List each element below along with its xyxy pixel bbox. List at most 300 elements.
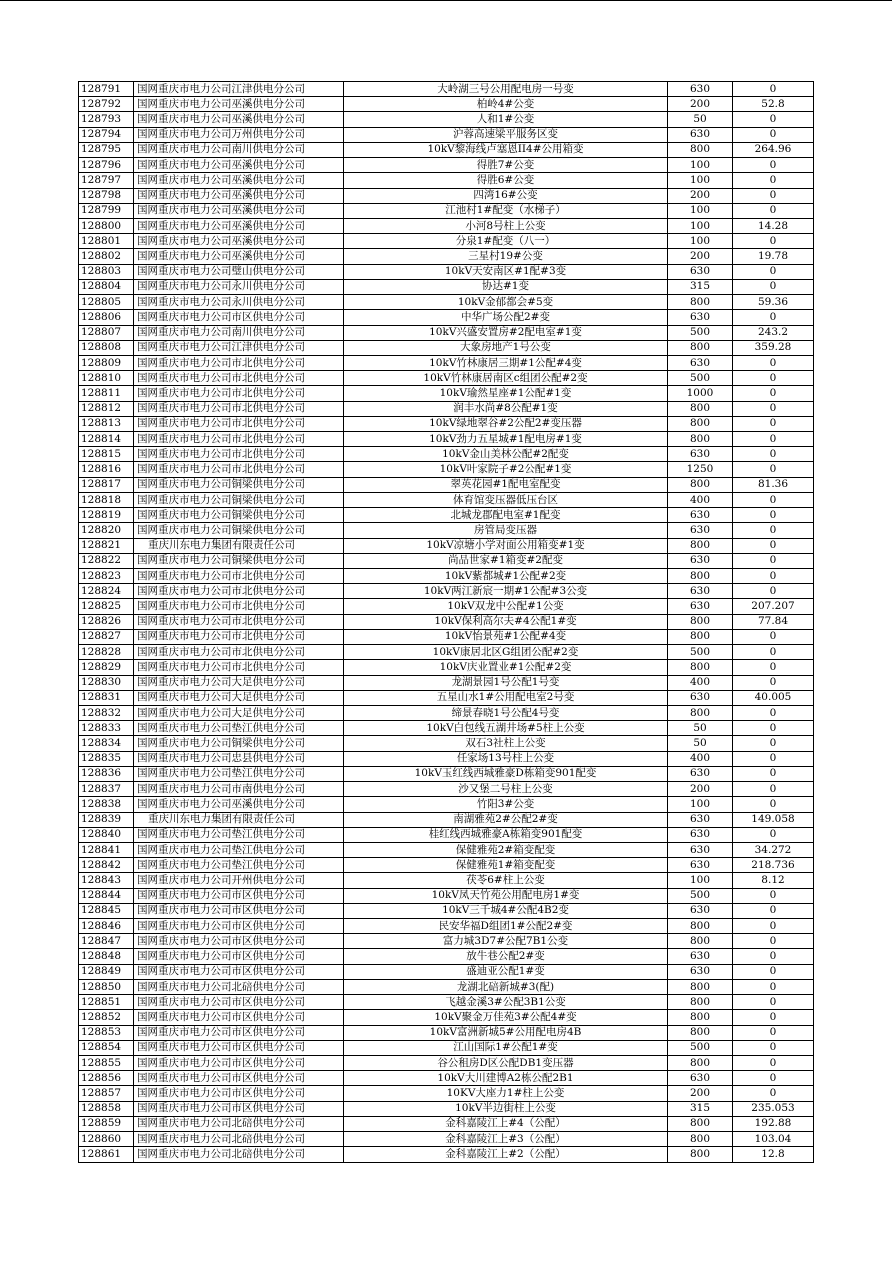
table-row	[79, 569, 814, 584]
row-id-cell: 128816	[79, 462, 134, 477]
company-cell: 国网重庆市电力公司永川供电分公司	[134, 295, 344, 310]
company-cell: 国网重庆市电力公司开州供电分公司	[134, 873, 344, 888]
row-id-cell: 128791	[79, 82, 134, 97]
value-cell: 0	[733, 188, 814, 203]
row-id-cell: 128820	[79, 523, 134, 538]
table-row	[79, 432, 814, 447]
table-row	[79, 842, 814, 857]
table-row	[79, 371, 814, 386]
capacity-cell: 800	[668, 1056, 733, 1071]
value-cell: 0	[733, 386, 814, 401]
transformer-name-cell: 谷公租房D区公配DB1变压器	[344, 1056, 668, 1071]
company-cell: 国网重庆市电力公司巫溪供电分公司	[134, 234, 344, 249]
row-id-cell: 128805	[79, 295, 134, 310]
value-cell: 0	[733, 979, 814, 994]
transformer-name-cell: 10kV金山美林公配#2配变	[344, 447, 668, 462]
value-cell: 19.78	[733, 249, 814, 264]
company-cell: 国网重庆市电力公司垫江供电分公司	[134, 827, 344, 842]
company-cell: 国网重庆市电力公司铜梁供电分公司	[134, 553, 344, 568]
value-cell: 149.058	[733, 812, 814, 827]
capacity-cell: 800	[668, 979, 733, 994]
table-row	[79, 234, 814, 249]
table-row	[79, 492, 814, 507]
row-id-cell: 128807	[79, 325, 134, 340]
company-cell: 国网重庆市电力公司市区供电分公司	[134, 1056, 344, 1071]
table-row	[79, 599, 814, 614]
capacity-cell: 800	[668, 1025, 733, 1040]
value-cell: 0	[733, 447, 814, 462]
table-row	[79, 903, 814, 918]
capacity-cell: 315	[668, 279, 733, 294]
transformer-name-cell: 10kV半边街柱上公变	[344, 1101, 668, 1116]
table-row	[79, 218, 814, 233]
company-cell: 国网重庆市电力公司江津供电分公司	[134, 82, 344, 97]
table-row	[79, 736, 814, 751]
row-id-cell: 128793	[79, 112, 134, 127]
company-cell: 国网重庆市电力公司南川供电分公司	[134, 142, 344, 157]
value-cell: 0	[733, 827, 814, 842]
company-cell: 国网重庆市电力公司永川供电分公司	[134, 279, 344, 294]
value-cell: 0	[733, 660, 814, 675]
transformer-name-cell: 任家场13号柱上公变	[344, 751, 668, 766]
value-cell: 0	[733, 371, 814, 386]
capacity-cell: 200	[668, 782, 733, 797]
company-cell: 国网重庆市电力公司巫溪供电分公司	[134, 218, 344, 233]
table-row	[79, 127, 814, 142]
company-cell: 国网重庆市电力公司市区供电分公司	[134, 1040, 344, 1055]
company-cell: 国网重庆市电力公司巫溪供电分公司	[134, 97, 344, 112]
page-top-border	[0, 0, 892, 1]
row-id-cell: 128856	[79, 1071, 134, 1086]
capacity-cell: 630	[668, 127, 733, 142]
capacity-cell: 630	[668, 827, 733, 842]
row-id-cell: 128829	[79, 660, 134, 675]
value-cell: 0	[733, 736, 814, 751]
row-id-cell: 128841	[79, 842, 134, 857]
value-cell: 77.84	[733, 614, 814, 629]
table-row	[79, 203, 814, 218]
transformer-name-cell: 得胜6#公变	[344, 173, 668, 188]
capacity-cell: 630	[668, 964, 733, 979]
row-id-cell: 128802	[79, 249, 134, 264]
row-id-cell: 128852	[79, 1010, 134, 1025]
value-cell: 0	[733, 1025, 814, 1040]
row-id-cell: 128815	[79, 447, 134, 462]
table-row	[79, 1086, 814, 1101]
value-cell: 52.8	[733, 97, 814, 112]
transformer-name-cell: 润丰水尚#8公配#1变	[344, 401, 668, 416]
value-cell: 243.2	[733, 325, 814, 340]
row-id-cell: 128818	[79, 492, 134, 507]
row-id-cell: 128828	[79, 645, 134, 660]
transformer-name-cell: 柏岭4#公变	[344, 97, 668, 112]
table-row	[79, 705, 814, 720]
capacity-cell: 100	[668, 203, 733, 218]
row-id-cell: 128860	[79, 1132, 134, 1147]
capacity-cell: 630	[668, 584, 733, 599]
transformer-name-cell: 10kV金郁都会#5变	[344, 295, 668, 310]
value-cell: 0	[733, 112, 814, 127]
table-row	[79, 523, 814, 538]
company-cell: 国网重庆市电力公司巫溪供电分公司	[134, 203, 344, 218]
company-cell: 国网重庆市电力公司巫溪供电分公司	[134, 173, 344, 188]
row-id-cell: 128830	[79, 675, 134, 690]
capacity-cell: 800	[668, 432, 733, 447]
company-cell: 国网重庆市电力公司北碚供电分公司	[134, 979, 344, 994]
transformer-name-cell: 保健雅苑2#箱变配变	[344, 842, 668, 857]
transformer-name-cell: 沪蓉高速梁平服务区变	[344, 127, 668, 142]
company-cell: 国网重庆市电力公司市区供电分公司	[134, 919, 344, 934]
row-id-cell: 128843	[79, 873, 134, 888]
row-id-cell: 128851	[79, 995, 134, 1010]
table-row	[79, 1010, 814, 1025]
transformer-name-cell: 五星山水1#公用配电室2号变	[344, 690, 668, 705]
company-cell: 国网重庆市电力公司市区供电分公司	[134, 1010, 344, 1025]
row-id-cell: 128831	[79, 690, 134, 705]
capacity-cell: 500	[668, 645, 733, 660]
table-row	[79, 538, 814, 553]
value-cell: 0	[733, 127, 814, 142]
value-cell: 207.207	[733, 599, 814, 614]
transformer-name-cell: 龙湖景园1号公配1号变	[344, 675, 668, 690]
transformer-name-cell: 10kV两江新宸一期#1公配#3公变	[344, 584, 668, 599]
row-id-cell: 128813	[79, 416, 134, 431]
capacity-cell: 500	[668, 888, 733, 903]
capacity-cell: 800	[668, 934, 733, 949]
capacity-cell: 630	[668, 812, 733, 827]
table-row	[79, 1025, 814, 1040]
value-cell: 0	[733, 766, 814, 781]
capacity-cell: 50	[668, 736, 733, 751]
company-cell: 国网重庆市电力公司市区供电分公司	[134, 1071, 344, 1086]
company-cell: 国网重庆市电力公司垫江供电分公司	[134, 842, 344, 857]
transformer-name-cell: 双石3社柱上公变	[344, 736, 668, 751]
company-cell: 国网重庆市电力公司垫江供电分公司	[134, 766, 344, 781]
capacity-cell: 100	[668, 873, 733, 888]
table-row	[79, 584, 814, 599]
transformer-name-cell: 人和1#公变	[344, 112, 668, 127]
capacity-cell: 800	[668, 569, 733, 584]
table-row	[79, 797, 814, 812]
table-row	[79, 447, 814, 462]
table-row	[79, 1056, 814, 1071]
row-id-cell: 128837	[79, 782, 134, 797]
table-row	[79, 979, 814, 994]
transformer-name-cell: 10kV瑜然星座#1公配#1变	[344, 386, 668, 401]
transformer-name-cell: 10kV玉红线西城雅豪D栋箱变901配变	[344, 766, 668, 781]
table-row	[79, 416, 814, 431]
table-row	[79, 675, 814, 690]
company-cell: 国网重庆市电力公司巫溪供电分公司	[134, 797, 344, 812]
company-cell: 国网重庆市电力公司大足供电分公司	[134, 690, 344, 705]
capacity-cell: 630	[668, 949, 733, 964]
table-row	[79, 919, 814, 934]
row-id-cell: 128850	[79, 979, 134, 994]
table-row	[79, 782, 814, 797]
company-cell: 国网重庆市电力公司垫江供电分公司	[134, 721, 344, 736]
transformer-name-cell: 富力城3D7#公配7B1公变	[344, 934, 668, 949]
table-row	[79, 310, 814, 325]
company-cell: 国网重庆市电力公司铜梁供电分公司	[134, 492, 344, 507]
capacity-cell: 100	[668, 158, 733, 173]
table-row	[79, 249, 814, 264]
table-row	[79, 462, 814, 477]
transformer-table	[78, 81, 814, 1163]
table-body	[79, 82, 814, 1163]
row-id-cell: 128811	[79, 386, 134, 401]
transformer-name-cell: 10kV凉塘小学对面公用箱变#1变	[344, 538, 668, 553]
table-row	[79, 553, 814, 568]
value-cell: 40.005	[733, 690, 814, 705]
transformer-name-cell: 10kV保利高尔夫#4公配1#变	[344, 614, 668, 629]
row-id-cell: 128835	[79, 751, 134, 766]
transformer-name-cell: 江山国际1#公配1#变	[344, 1040, 668, 1055]
value-cell: 0	[733, 645, 814, 660]
table-row	[79, 751, 814, 766]
company-cell: 国网重庆市电力公司市北供电分公司	[134, 584, 344, 599]
company-cell: 国网重庆市电力公司巫溪供电分公司	[134, 158, 344, 173]
value-cell: 0	[733, 310, 814, 325]
row-id-cell: 128848	[79, 949, 134, 964]
row-id-cell: 128810	[79, 371, 134, 386]
company-cell: 国网重庆市电力公司巫溪供电分公司	[134, 188, 344, 203]
value-cell: 0	[733, 416, 814, 431]
transformer-name-cell: 10kV竹林康居三期#1公配#4变	[344, 355, 668, 370]
table-row	[79, 1071, 814, 1086]
table-row	[79, 721, 814, 736]
transformer-name-cell: 10kV庆业置业#1公配#2变	[344, 660, 668, 675]
company-cell: 国网重庆市电力公司市北供电分公司	[134, 371, 344, 386]
value-cell: 0	[733, 629, 814, 644]
company-cell: 国网重庆市电力公司大足供电分公司	[134, 705, 344, 720]
capacity-cell: 800	[668, 995, 733, 1010]
capacity-cell: 400	[668, 751, 733, 766]
table-row	[79, 812, 814, 827]
capacity-cell: 630	[668, 310, 733, 325]
table-row	[79, 964, 814, 979]
value-cell: 59.36	[733, 295, 814, 310]
company-cell: 国网重庆市电力公司市区供电分公司	[134, 964, 344, 979]
capacity-cell: 630	[668, 766, 733, 781]
transformer-name-cell: 竹阳3#公变	[344, 797, 668, 812]
table-row	[79, 934, 814, 949]
row-id-cell: 128859	[79, 1116, 134, 1131]
capacity-cell: 100	[668, 218, 733, 233]
row-id-cell: 128838	[79, 797, 134, 812]
transformer-name-cell: 10kV怡景苑#1公配#4变	[344, 629, 668, 644]
table-row	[79, 477, 814, 492]
company-cell: 国网重庆市电力公司铜梁供电分公司	[134, 736, 344, 751]
company-cell: 国网重庆市电力公司市区供电分公司	[134, 934, 344, 949]
transformer-name-cell: 北城龙郡配电室#1配变	[344, 508, 668, 523]
value-cell: 0	[733, 569, 814, 584]
row-id-cell: 128822	[79, 553, 134, 568]
row-id-cell: 128823	[79, 569, 134, 584]
transformer-name-cell: 小河8号柱上公变	[344, 218, 668, 233]
capacity-cell: 630	[668, 858, 733, 873]
company-cell: 国网重庆市电力公司市北供电分公司	[134, 447, 344, 462]
row-id-cell: 128844	[79, 888, 134, 903]
transformer-name-cell: 大象房地产1号公变	[344, 340, 668, 355]
table-row	[79, 827, 814, 842]
row-id-cell: 128803	[79, 264, 134, 279]
company-cell: 国网重庆市电力公司市北供电分公司	[134, 614, 344, 629]
company-cell: 国网重庆市电力公司璧山供电分公司	[134, 264, 344, 279]
capacity-cell: 500	[668, 371, 733, 386]
table-row	[79, 1116, 814, 1131]
value-cell: 103.04	[733, 1132, 814, 1147]
table-row	[79, 995, 814, 1010]
company-cell: 国网重庆市电力公司垫江供电分公司	[134, 858, 344, 873]
row-id-cell: 128833	[79, 721, 134, 736]
transformer-name-cell: 三星村19#公变	[344, 249, 668, 264]
row-id-cell: 128836	[79, 766, 134, 781]
transformer-name-cell: 茯苓6#柱上公变	[344, 873, 668, 888]
value-cell: 0	[733, 158, 814, 173]
transformer-name-cell: 10kV劲力五星城#1配电房#1变	[344, 432, 668, 447]
company-cell: 国网重庆市电力公司市北供电分公司	[134, 629, 344, 644]
capacity-cell: 800	[668, 340, 733, 355]
value-cell: 81.36	[733, 477, 814, 492]
table-row	[79, 1101, 814, 1116]
company-cell: 国网重庆市电力公司大足供电分公司	[134, 675, 344, 690]
company-cell: 国网重庆市电力公司铜梁供电分公司	[134, 508, 344, 523]
transformer-name-cell: 盛迪亚公配1#变	[344, 964, 668, 979]
company-cell: 国网重庆市电力公司市北供电分公司	[134, 401, 344, 416]
transformer-name-cell: 10kV竹林康居南区c组团公配#2变	[344, 371, 668, 386]
row-id-cell: 128796	[79, 158, 134, 173]
value-cell: 14.28	[733, 218, 814, 233]
row-id-cell: 128792	[79, 97, 134, 112]
row-id-cell: 128795	[79, 142, 134, 157]
transformer-name-cell: 大岭湖三号公用配电房一号变	[344, 82, 668, 97]
table-row	[79, 355, 814, 370]
row-id-cell: 128817	[79, 477, 134, 492]
capacity-cell: 800	[668, 416, 733, 431]
table-row	[79, 173, 814, 188]
company-cell: 国网重庆市电力公司巫溪供电分公司	[134, 249, 344, 264]
company-cell: 国网重庆市电力公司北碚供电分公司	[134, 1132, 344, 1147]
row-id-cell: 128821	[79, 538, 134, 553]
company-cell: 国网重庆市电力公司市北供电分公司	[134, 569, 344, 584]
row-id-cell: 128800	[79, 218, 134, 233]
table-row	[79, 295, 814, 310]
company-cell: 国网重庆市电力公司铜梁供电分公司	[134, 523, 344, 538]
capacity-cell: 200	[668, 249, 733, 264]
company-cell: 国网重庆市电力公司市区供电分公司	[134, 888, 344, 903]
value-cell: 34.272	[733, 842, 814, 857]
company-cell: 国网重庆市电力公司市北供电分公司	[134, 660, 344, 675]
capacity-cell: 100	[668, 797, 733, 812]
capacity-cell: 800	[668, 614, 733, 629]
value-cell: 0	[733, 279, 814, 294]
capacity-cell: 800	[668, 1116, 733, 1131]
transformer-name-cell: 10KV大座力1#柱上公变	[344, 1086, 668, 1101]
capacity-cell: 800	[668, 1147, 733, 1162]
row-id-cell: 128794	[79, 127, 134, 142]
transformer-name-cell: 10kV兴盛安置房#2配电室#1变	[344, 325, 668, 340]
transformer-name-cell: 10kV三千城4#公配4B2变	[344, 903, 668, 918]
row-id-cell: 128825	[79, 599, 134, 614]
table-row	[79, 279, 814, 294]
company-cell: 国网重庆市电力公司江津供电分公司	[134, 340, 344, 355]
table-row	[79, 264, 814, 279]
company-cell: 国网重庆市电力公司北碚供电分公司	[134, 1116, 344, 1131]
row-id-cell: 128819	[79, 508, 134, 523]
value-cell: 0	[733, 432, 814, 447]
transformer-name-cell: 飞越金溪3#公配3B1公变	[344, 995, 668, 1010]
value-cell: 0	[733, 203, 814, 218]
value-cell: 0	[733, 553, 814, 568]
table-row	[79, 614, 814, 629]
value-cell: 0	[733, 919, 814, 934]
row-id-cell: 128798	[79, 188, 134, 203]
capacity-cell: 400	[668, 675, 733, 690]
company-cell: 国网重庆市电力公司巫溪供电分公司	[134, 112, 344, 127]
value-cell: 0	[733, 1010, 814, 1025]
value-cell: 235.053	[733, 1101, 814, 1116]
table-row	[79, 386, 814, 401]
capacity-cell: 315	[668, 1101, 733, 1116]
transformer-name-cell: 10kV富洲新城5#公用配电房4B	[344, 1025, 668, 1040]
transformer-name-cell: 体育馆变压器低压台区	[344, 492, 668, 507]
value-cell: 0	[733, 462, 814, 477]
table-row	[79, 766, 814, 781]
company-cell: 国网重庆市电力公司忠县供电分公司	[134, 751, 344, 766]
row-id-cell: 128824	[79, 584, 134, 599]
transformer-name-cell: 分泉1#配变（八一）	[344, 234, 668, 249]
company-cell: 国网重庆市电力公司市区供电分公司	[134, 1025, 344, 1040]
value-cell: 0	[733, 964, 814, 979]
value-cell: 0	[733, 675, 814, 690]
transformer-name-cell: 保健雅苑1#箱变配变	[344, 858, 668, 873]
transformer-name-cell: 房管局变压器	[344, 523, 668, 538]
capacity-cell: 800	[668, 142, 733, 157]
capacity-cell: 630	[668, 903, 733, 918]
transformer-name-cell: 四湾16#公变	[344, 188, 668, 203]
table-row	[79, 158, 814, 173]
table-row	[79, 629, 814, 644]
table-row	[79, 508, 814, 523]
company-cell: 国网重庆市电力公司万州供电分公司	[134, 127, 344, 142]
capacity-cell: 100	[668, 173, 733, 188]
transformer-name-cell: 南湖雅苑2#公配2#变	[344, 812, 668, 827]
transformer-name-cell: 10kV紫都城#1公配#2变	[344, 569, 668, 584]
company-cell: 国网重庆市电力公司市区供电分公司	[134, 949, 344, 964]
table-row	[79, 1147, 814, 1162]
row-id-cell: 128842	[79, 858, 134, 873]
table-row	[79, 1040, 814, 1055]
table-row	[79, 660, 814, 675]
capacity-cell: 630	[668, 599, 733, 614]
value-cell: 0	[733, 508, 814, 523]
value-cell: 0	[733, 264, 814, 279]
row-id-cell: 128839	[79, 812, 134, 827]
capacity-cell: 800	[668, 1132, 733, 1147]
transformer-name-cell: 10kV康居北区G组团公配#2变	[344, 645, 668, 660]
table-row	[79, 1132, 814, 1147]
row-id-cell: 128853	[79, 1025, 134, 1040]
transformer-name-cell: 放牛巷公配2#变	[344, 949, 668, 964]
value-cell: 0	[733, 173, 814, 188]
transformer-name-cell: 得胜7#公变	[344, 158, 668, 173]
transformer-name-cell: 中华广场公配2#变	[344, 310, 668, 325]
value-cell: 0	[733, 751, 814, 766]
capacity-cell: 800	[668, 919, 733, 934]
capacity-cell: 800	[668, 538, 733, 553]
table-row	[79, 340, 814, 355]
company-cell: 重庆川东电力集团有限责任公司	[134, 538, 344, 553]
